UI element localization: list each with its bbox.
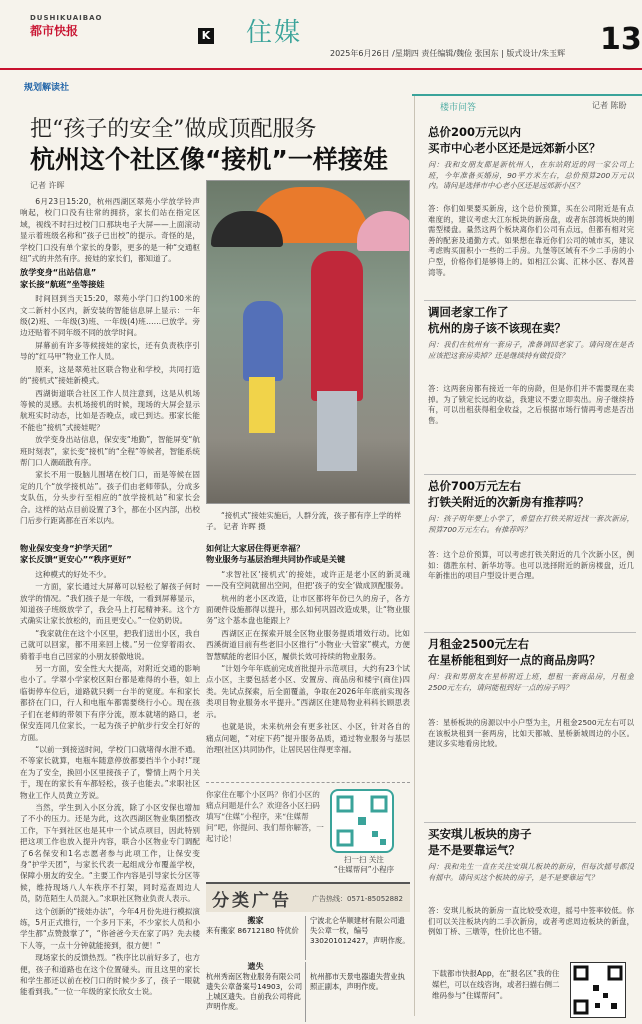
classified-ads-header [206,882,410,912]
qr-prompt: 你家住在哪个小区吗？你们小区的痛点问题是什么？欢迎各小区扫码填写“住媒”小程序，来“住媒帮问”吧，你提问、我们帮你解答，一起讨论！ [206,790,324,843]
footer-note: 下载都市快报App，在“报名区”我的住媒栏，可以在线咨询，或者扫描右侧二维码参与“住媒帮问”。 [432,969,560,1000]
header-info: 2025年6月26日 /星期四 责任编辑/魏俭 张国东 | 版式设计/朱玉辉 [330,49,566,58]
logo-pinyin: DUSHIKUAIBAO [30,14,103,22]
paragraph: 原来，这是翠苑社区联合物业和学校，共同打造的“接机式”接娃新模式。 [20,364,200,386]
article-kicker: 把“孩子的安全”做成顶配服务 [30,117,317,142]
paragraph: “计划今年年底前完成首批提升示范项目，大约有23个试点小区，主要包括老小区、安置房、商品房和楼宇(商住)四类。先试点探索，后全面覆盖，争取在2026年年底前实现各类项目物业服务水平提升。”西湖区住建局物业科科长顾思表示。 [206,664,410,719]
page-number: 13 [600,22,642,57]
article-headline: 杭州这个社区像“接机”一样接娃 [30,145,388,174]
column-divider [414,96,415,1016]
qa-title-4: 月租金2500元左右 在星桥能租到好一点的商品房吗？ [428,637,601,667]
qa-question-4: 问：我和男朋友在星桥附近上班，想租一套商品房，月租金2500元左右，请问能租到好一点的房子吗？ [428,672,634,692]
paragraph: 另一方面，安全性大大提高，对附近交通的影响也小了。学翠小学家校区阳台都是难得的小巷，如上临街停车位后，道路就只剩一台半的宽度。车和家长都挤在门口，行人和电瓶车都需要绕行小心。现在孩子们在老师的带领下有序分流，原本就堵的路口，老保安连同几位家长，一起为孩子护航步行安全打好的方面。 [20,664,200,742]
child-figure [243,301,283,381]
article-column-2 [206,540,410,780]
paragraph: 也就是说，未来杭州会有更多社区、小区，针对各自的痛点问题，“对症下药”提升服务品质，通过物业服务与基层治理(社区)共同协作，让居民居住得更幸福。 [206,722,410,754]
ad-text: 杭州秀南区物业服务有限公司遗失公章备案号14903，公司上城区遗失。自前我公司将此声明作废。 [206,972,303,1011]
qa-question-2: 问：我们在杭州有一套房子，准备调回老家了。请问现在是否应该把这套房卖掉？还是继续持有做投资？ [428,340,634,360]
paragraph: 当然，学生到入小区分流，除了小区安保也增加了不小的压力。还是为此，这次西湖区物业集团整改工作，下午到社区也是其中一个试点项目，因此特别把这项工作也放入提升内容，联合小区物业专门调配了6名保安和1名志愿者参与此项工作，让保安变身“护学天团”，与家长代表一起组成分布覆盖学校，保障小朋友的安全。“主要工作内容是引导家长分区等候，维持现场八人车秩序不打架，同时巡查周边人员，防范陌生人员混入。”求职社区物业负责人表示。 [20,802,200,904]
qa-separator [424,632,636,633]
ad-category: 遗失 [247,962,264,971]
ad-item [310,972,410,1022]
qa-title-5: 买安琪儿板块的房子 是不是要靠运气？ [428,827,532,857]
ad-item [206,962,306,1022]
paragraph: 屏幕前有许多等候接娃的家长，还有负责秩序引导的“红马甲”物业工作人员。 [20,340,200,362]
article-lead: 6月23日15:20，杭州西湖区翠苑小学放学铃声响起，校门口没有往常的拥挤，家长们站在指定区域，视线不时扫过校门口那块电子大屏——上面滚动显示着班级名称和“孩子已出校”的提示。奇怪的是，学校门口没有单个家长的身影，更多的是一种“交通枢纽”式的井然有序。接娃的家长们，都知道了。 [20,197,200,264]
qa-title-2: 调回老家工作了 杭州的房子该不该现在卖？ [428,305,566,335]
paragraph: “我家就住在这个小区里，把我们送出小区，我自己就可以回家，都不用来回上楼。”另一位穿着雨衣、骑着手电自己回家的小朋友骄傲地说。 [20,628,200,661]
logo-name: 都市快报 [30,24,79,38]
paragraph: 家长不用一股脑儿围堵在校门口，而是等候在固定的几个“放学接机站”。孩子们由老师带队，分成多支队伍，分头步行至相应的“放学接机站”和家长会合。这样的站点目前设置了3个，都在小区内部，出校门后步行距离都在百米以内。 [20,470,200,525]
article-photo [206,180,410,504]
paragraph: 杭州的老小区改造，让市区都将年份已久的房子，各方面硬件设施都得以提升，那么如何巩固改造成果，让“物业服务”这个基本盘也能跟上？ [206,593,410,626]
ad-text: 来有搬家 86712180 特优价 [206,926,299,935]
qa-separator [424,474,636,475]
qa-separator [424,822,636,823]
article-column-1-lower [20,540,200,1018]
subhead-3: 如何让大家居住得更幸福？ 物业服务与基层治理共同协作或是关键 [206,543,346,565]
subhead-1: 放学变身“出站信息” 家长接“航班”坐等接娃 [20,267,105,289]
ad-item [206,916,306,960]
paragraph: 时间回到当天15:20，翠苑小学门口约100米的文二新村小区内，新安装的智能信息屏上显示：一年级(2)班、一年级(3)班、一年级(4)班……已放学。旁边还贴着不同年级不同的放学时间。 [20,294,200,338]
qa-answer-1: 答：你们如果要买新房，这个总价预算，买在公司附近是有点难度的，建议考虑大江东板块的新房盘，或者东部湾板块的刚需型楼盘。量然这两个板块离你们公司有点远，但都有相对完善的配套及通勤方式。如果想在靠近你们公司的城市买，建议考虑购买面积小一些的二手房。九堡等区域有不少二手房的小户型，价格你们是够得上的。如相江公寓、汇林小区、春风普湾等。 [428,204,634,277]
qr-code-icon[interactable] [330,789,394,853]
subhead-2: 物业保安变身“护学天团” 家长反馈“更安心”“秩序更好” [20,543,132,565]
qa-question-1: 问：我和女朋友都是新杭州人，在东站附近的同一家公司上班，今年准备买婚房，90平方米左右，总价预算200万元以内。请问是选择市中心老小区还是远郊新小区？ [428,160,634,191]
paragraph: 西湖区正在探索开展全区物业服务提质增效行动。比如西溪街道目前有些老旧小区推行“小物业·大管家”模式，方便智慧赋能的老旧小区，履供长效可持续的物业服务。 [206,628,410,661]
volunteer-pants [317,391,357,471]
paragraph: 放学变身出站信息，保安变“地勤”，智能屏变“航班时刻表”，家长变“接机”的“全程”等候者，智能系统帮门口人潮疏散有序。 [20,435,200,467]
qa-column-tag: 楼市问答 [440,103,477,113]
qa-column-author: 记者 陈盼 [592,101,627,110]
paragraph: 这个创新的“接娃办法”，今年4月份先进行模拟演练，5月正式推行，一个多月下来，不少家长人员和小学生都“点赞鼓掌了”，“你爸爸今天在家了吗？先去楼下人等，一点十分钟就能接到，很方便！” [20,906,200,950]
child-legs [249,377,275,433]
paragraph: 现场家长的反馈热烈。“秩序比以前好多了，也方便，孩子和道路也在这个位置碰头。而且这里的家长和学生都还以前在校门口的时候少多了，孩子一眼就能看到我。”一位一年级的家长欣女士说。 [20,953,200,997]
ads-title: 分类广告 [212,891,292,911]
qa-question-3: 问：孩子明年要上小学了，希望在打铁关附近找一套次新房，预算700万元左右。有推荐吗？ [428,514,634,534]
qa-title-1: 总价200万元以内 买市中心老小区还是远郊新小区？ [428,125,601,155]
photo-caption: “接机式”接娃实施后，人群分流，孩子都有序上学的样子。 记者 许晖 摄 [206,511,402,531]
ad-text: 杭州都市天景电器遗失营业执照正副本，声明作废。 [310,972,405,991]
right-column-rule [412,94,642,96]
section-title: 住媒 [246,18,303,48]
paragraph: “求智社区‘接机式’的接娃，或许正是老小区的新灵魂——没有空间就留出空间，但把‘孩子的安全’做成顶配服务。 [206,569,410,591]
qr-promo-box [206,782,410,872]
footer-qr-code-icon[interactable] [570,962,626,1018]
paragraph: “以前一到接送时间，学校门口就堵得水泄不通。不等家长就算，电瓶车随意停放都要挡半个小时!”现在为了安全，换回小区里接孩子了，警情上两个月关于，现在的家长有车都轻松，孩子也能去。”求职社区物业工作人员黄立芳说。 [20,744,200,800]
masthead [0,0,642,70]
article-byline: 记者 许晖 [30,181,65,190]
logo-k-icon: K [198,28,214,44]
qa-answer-2: 答：这两套房都有接近一年的房龄，但是你们并不需要现在卖掉。为了锁定长远的收益，我建议不要立即卖出。房子继续持有，可以出租获得租金收益，之后根据市场行情再考虑是否出售。 [428,384,634,425]
qa-answer-5: 答：安琪儿板块的新房一直比较受欢迎，摇号中签率较低。你们可以关注板块内的二手次新房，或者考虑周边板块的新盘，例如丁桥、三墩等，性价比也不错。 [428,906,634,937]
ad-text: 宁波北仑华顺建材有限公司遗失公章一枚，编号330201012427，声明作废。 [310,916,410,945]
paragraph: 这种模式的好处不少。 [35,569,112,579]
qa-title-3: 总价700万元左右 打铁关附近的次新房有推荐吗？ [428,479,589,509]
ad-item [310,916,410,970]
qr-label: 扫一扫 关注 “住媒帮问”小程序 [333,855,395,874]
volunteer-figure [311,251,363,401]
qa-separator [424,300,636,301]
ad-category: 搬家 [247,916,264,925]
newspaper-logo [30,14,103,39]
qa-answer-3: 答：这个总价预算，可以考虑打铁关附近的几个次新小区，例如：德胜东村、新华坊等。也可以选择附近的新房楼盘，近几年新推出的项目户型设计更合理。 [428,550,634,581]
qa-answer-4: 答：星桥板块的房源以中小户型为主，月租金2500元左右可以在该板块租到一套两房，比如天都城、星桥新城周边的小区。建议多实地看房比较。 [428,718,634,749]
qa-question-5: 问：我和先生一直在关注安琪儿板块的新房，但每次摇号都没有摇中。请问买这个板块的房子，是不是要靠运气？ [428,862,634,882]
paragraph: 西湖街道联合社区工作人员注意到，这是从机场等候的灵感。去机场接机的时候，现场的大屏会显示航班实时动态，比如是否晚点，或已到达。那家长能不能也“接机”式接娃呢？ [20,388,200,432]
paragraph: 一方面，家长通过大屏幕可以轻松了解孩子何时放学的情况。“我们孩子是一年级，一看到屏幕显示，知道孩子班级放学了，我会马上打起精神来。这个方式确实让家长放松的，而且更安心。”一位奶奶说。 [20,582,200,626]
column-label: 规划解读社 [24,83,70,93]
ads-phone: 广告热线：0571-85052882 [312,895,403,903]
